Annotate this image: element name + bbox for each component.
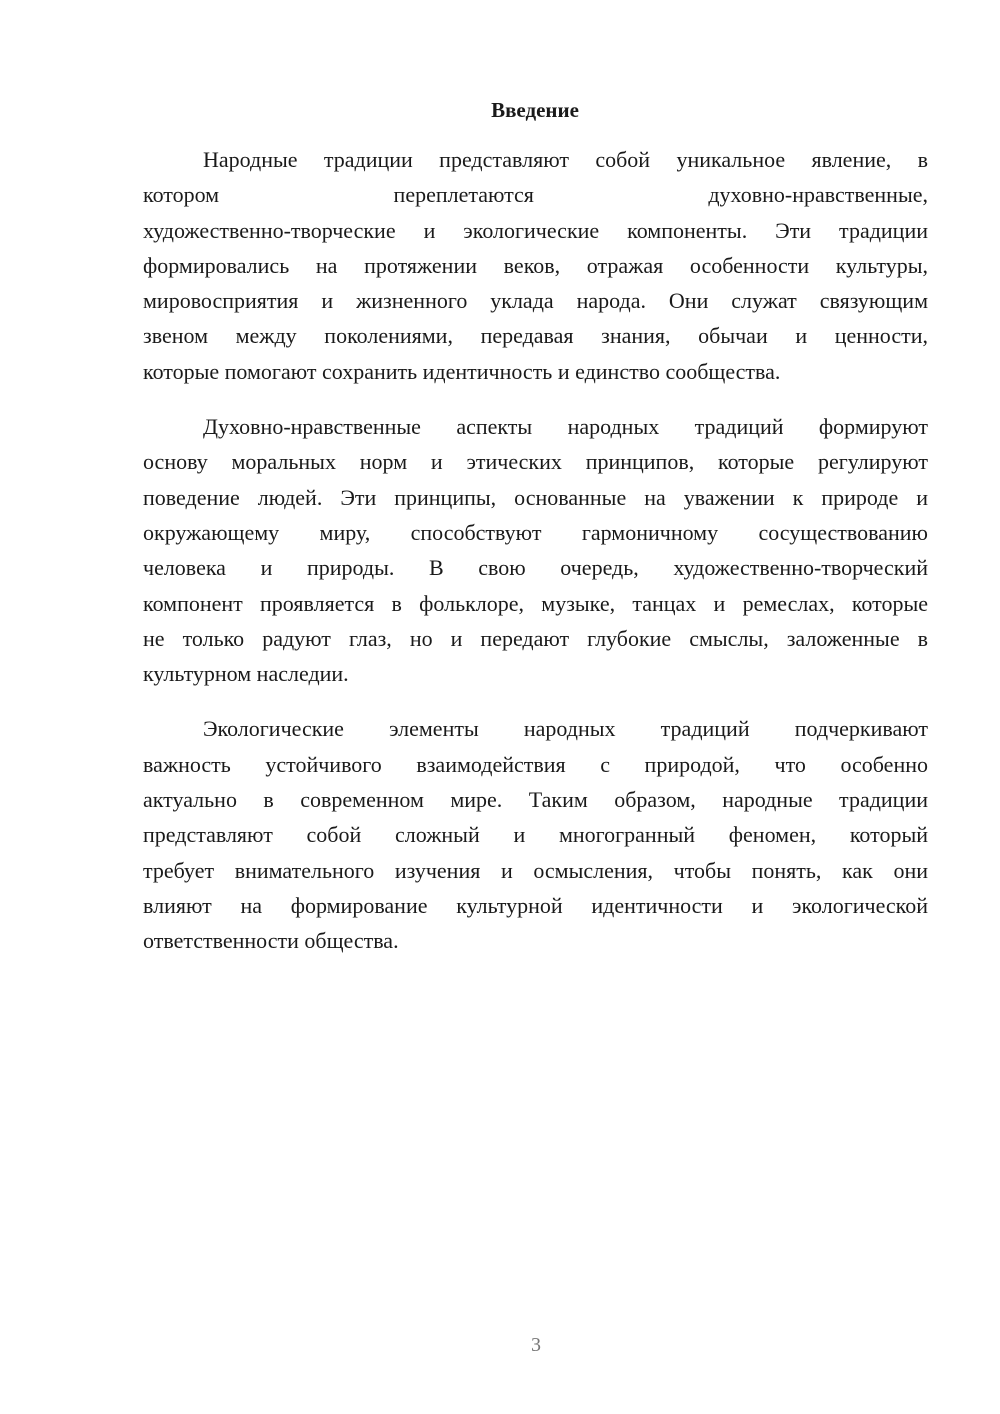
- paragraph: [143, 711, 928, 958]
- paragraph: [143, 142, 928, 389]
- text-line: представляют собой сложный и многогранный феномен, который: [143, 822, 928, 848]
- text-line: важность устойчивого взаимодействия с природой, что особенно: [143, 751, 928, 777]
- text-line: котором переплетаются духовно-нравственные,: [143, 182, 928, 208]
- text-line: актуально в современном мире. Таким образом, народные традиции: [143, 787, 928, 813]
- text-line: человека и природы. В свою очередь, художественно-творческий: [143, 555, 928, 581]
- text-line: не только радуют глаз, но и передают глубокие смыслы, заложенные в: [143, 625, 928, 651]
- text-line: художественно-творческие и экологические компоненты. Эти традиции: [143, 217, 928, 243]
- text-line: звеном между поколениями, передавая знания, обычаи и ценности,: [143, 323, 928, 349]
- text-line: требует внимательного изучения и осмысления, чтобы понять, как они: [143, 857, 928, 883]
- text-line: формировались на протяжении веков, отражая особенности культуры,: [143, 252, 928, 278]
- text-line: культурном наследии.: [143, 661, 349, 687]
- document-body: [143, 142, 928, 979]
- page-title: Введение: [491, 98, 579, 122]
- text-line: Экологические элементы народных традиций подчеркивают: [203, 716, 928, 742]
- text-line: мировосприятия и жизненного уклада народа. Они служат связующим: [143, 288, 928, 314]
- paragraph: [143, 409, 928, 691]
- text-line: основу моральных норм и этических принципов, которые регулируют: [143, 449, 928, 475]
- text-line: Духовно-нравственные аспекты народных традиций формируют: [203, 414, 928, 440]
- page-number: 3: [531, 1334, 541, 1356]
- text-line: которые помогают сохранить идентичность и единство сообщества.: [143, 358, 781, 384]
- text-line: компонент проявляется в фольклоре, музыке, танцах и ремеслах, которые: [143, 590, 928, 616]
- text-line: поведение людей. Эти принципы, основанные на уважении к природе и: [143, 484, 928, 510]
- text-line: Народные традиции представляют собой уникальное явление, в: [203, 147, 928, 172]
- text-line: влияют на формирование культурной идентичности и экологической: [143, 892, 928, 918]
- text-line: ответственности общества.: [143, 928, 399, 954]
- text-line: окружающему миру, способствуют гармоничному сосуществованию: [143, 519, 928, 545]
